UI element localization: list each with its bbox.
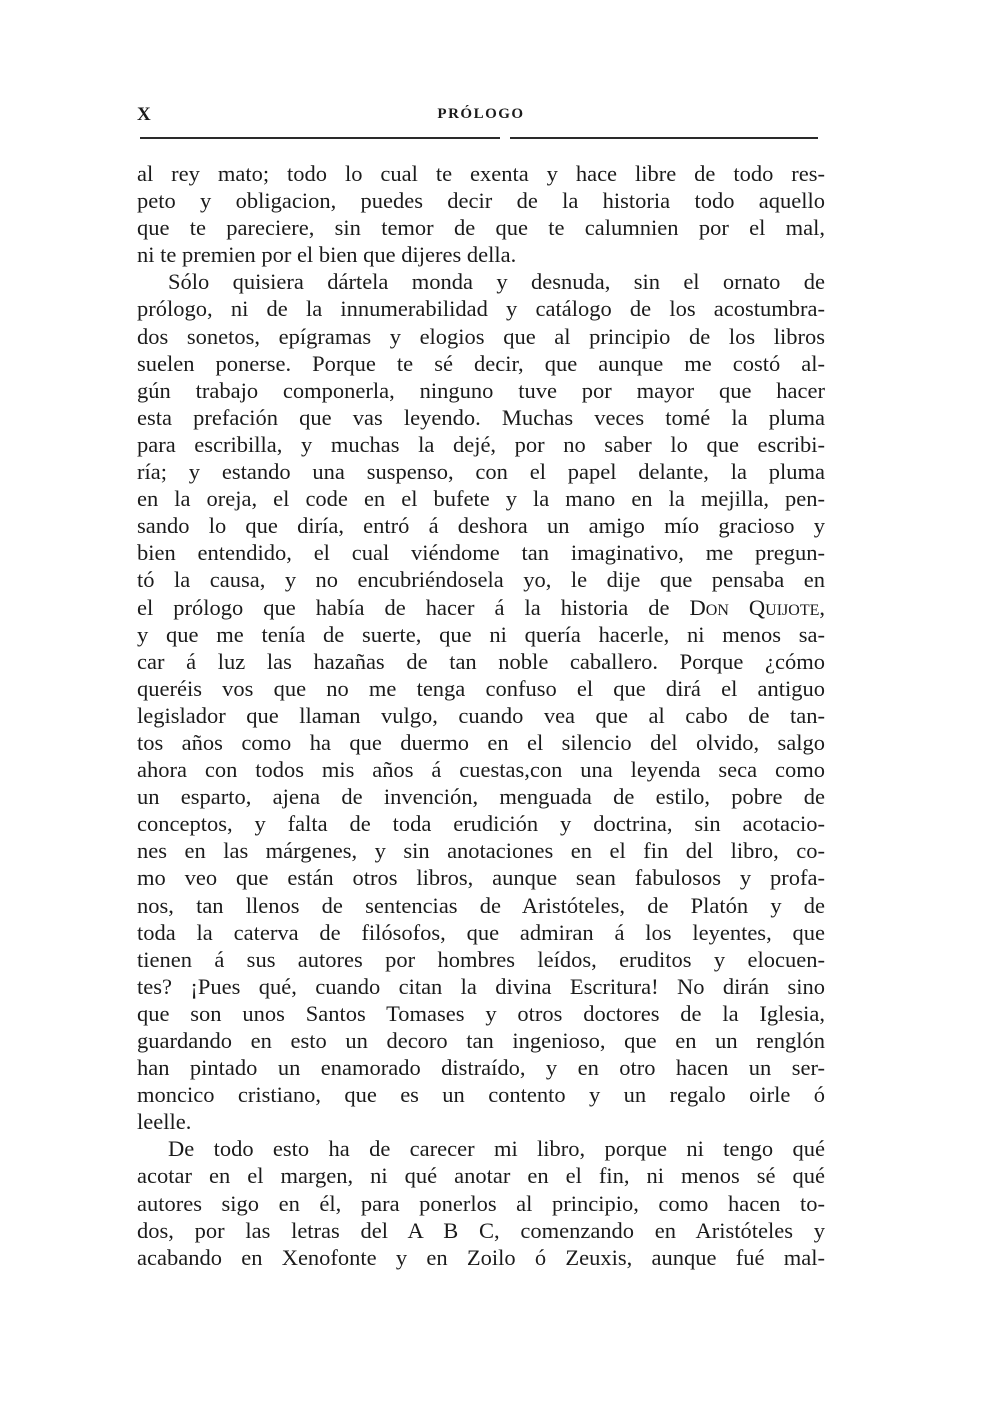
text-line: acotar en el margen, ni qué anotar en el fin, ni menos sé qué — [137, 1163, 825, 1189]
text-line-with-title — [137, 594, 825, 621]
text-line: nes en las márgenes, y sin anotaciones en el fin del libro, co- — [137, 838, 825, 864]
paragraph-start-line: De todo esto ha de carecer mi libro, porque ni tengo qué — [168, 1136, 825, 1162]
body-text — [137, 160, 825, 1271]
text-line: un esparto, ajena de invención, menguada de estilo, pobre de — [137, 784, 825, 810]
text-line: tos años como ha que duermo en el silencio del olvido, salgo — [137, 729, 825, 755]
text-line: y que me tenía de suerte, que ni quería hacerle, ni menos sa- — [137, 621, 825, 647]
text-line: ni te premien por el bien que dijeres della. — [137, 242, 517, 268]
header-rule-gap — [500, 135, 510, 141]
text-line: que son unos Santos Tomases y otros doctores de la Iglesia, — [137, 1000, 825, 1026]
text-line: peto y obligacion, puedes decir de la historia todo aquello — [137, 188, 825, 214]
text-line: mo veo que están otros libros, aunque sean fabulosos y profa- — [137, 865, 825, 891]
text-line: conceptos, y falta de toda erudición y doctrina, sin acotacio- — [137, 811, 825, 837]
text-line: car á luz las hazañas de tan noble caballero. Porque ¿cómo — [137, 648, 825, 674]
text-line: tienen á sus autores por hombres leídos, eruditos y elocuen- — [137, 946, 825, 972]
text-line: dos sonetos, epígramas y elogios que al principio de los libros — [137, 323, 825, 349]
page-number: X — [137, 104, 152, 125]
text-line: legislador que llaman vulgo, cuando vea que al cabo de tan- — [137, 702, 825, 728]
text-line: en la oreja, el code en el bufete y la mano en la mejilla, pen- — [137, 486, 825, 512]
text-line: al rey mato; todo lo cual te exenta y hace libre de todo res- — [137, 161, 825, 186]
book-title-small-caps: Don Quijote, — [689, 594, 825, 620]
text-line: bien entendido, el cual viéndome tan imaginativo, me pregun- — [137, 540, 825, 566]
text-line: han pintado un enamorado distraído, y en otro hacen un ser- — [137, 1055, 825, 1081]
text-line: gún trabajo componerla, ninguno tuve por mayor que hacer — [137, 377, 825, 403]
text-line: nos, tan llenos de sentencias de Aristóteles, de Platón y de — [137, 892, 825, 918]
text-line: suelen ponerse. Porque te sé decir, que aunque me costó al- — [137, 350, 825, 376]
text-line: prólogo, ni de la innumerabilidad y catálogo de los acostumbra- — [137, 296, 825, 322]
text-line: esta prefación que vas leyendo. Muchas veces tomé la pluma — [137, 404, 825, 430]
text-line: dos, por las letras del A B C, comenzando en Aristóteles y — [137, 1217, 825, 1243]
text-line: tó la causa, y no encubriéndosela yo, le dije que pensaba en — [137, 567, 825, 593]
text-fragment: el prólogo que había de hacer á la historia de — [137, 594, 690, 620]
running-title: PRÓLOGO — [437, 106, 525, 122]
text-line: ría; y estando una suspenso, con el papel delante, la pluma — [137, 459, 825, 485]
header-rule — [140, 137, 818, 139]
text-line: leelle. — [137, 1109, 192, 1135]
text-line: que te pareciere, sin temor de que te calumnien por el mal, — [137, 215, 825, 241]
text-line: queréis vos que no me tenga confuso el que dirá el antiguo — [137, 675, 825, 701]
text-line: ahora con todos mis años á cuestas,con una leyenda seca como — [137, 757, 825, 783]
text-line: para escribilla, y muchas la dejé, por no saber lo que escribi- — [137, 431, 825, 457]
text-line: autores sigo en él, para ponerlos al principio, como hacen to- — [137, 1190, 825, 1216]
text-line: toda la caterva de filósofos, que admiran á los leyentes, que — [137, 919, 825, 945]
text-line: acabando en Xenofonte y en Zoilo ó Zeuxis, aunque fué mal- — [137, 1244, 825, 1270]
text-line: guardando en esto un decoro tan ingenioso, que en un renglón — [137, 1028, 825, 1053]
page-header — [137, 104, 825, 130]
text-line: moncico cristiano, que es un contento y un regalo oirle ó — [137, 1082, 825, 1108]
text-line: tes? ¡Pues qué, cuando citan la divina Escritura! No dirán sino — [137, 973, 825, 999]
text-line: sando lo que diría, entró á deshora un amigo mío gracioso y — [137, 513, 825, 539]
paragraph-start-line: Sólo quisiera dártela monda y desnuda, sin el ornato de — [168, 269, 825, 295]
